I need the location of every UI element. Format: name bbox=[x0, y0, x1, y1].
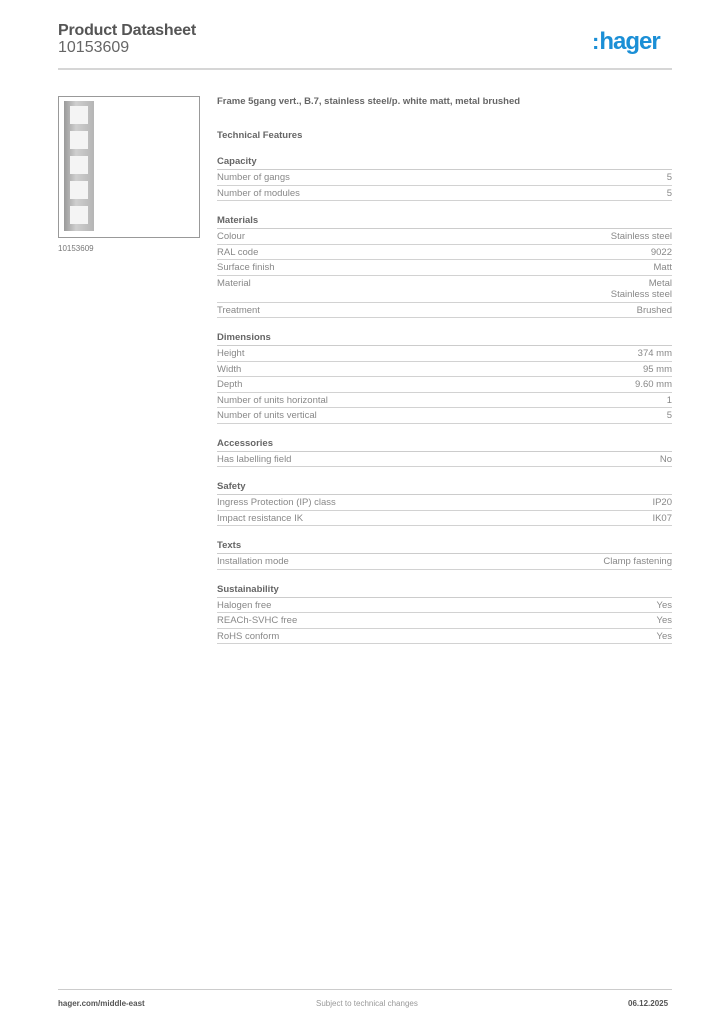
spec-label: Number of modules bbox=[217, 187, 300, 199]
spec-row bbox=[217, 377, 672, 393]
spec-row bbox=[217, 346, 672, 362]
spec-label: Height bbox=[217, 348, 245, 359]
spec-value bbox=[657, 615, 673, 627]
spec-row bbox=[217, 511, 672, 527]
spec-value bbox=[660, 454, 672, 466]
spec-value-line: Stainless steel bbox=[610, 231, 672, 242]
footer-divider bbox=[58, 989, 672, 990]
spec-value-line: Matt bbox=[653, 262, 672, 273]
spec-label: Material bbox=[217, 277, 251, 289]
spec-row bbox=[217, 229, 672, 245]
spec-value-line: Clamp fastening bbox=[603, 556, 672, 567]
spec-label: Installation mode bbox=[217, 556, 289, 567]
footer-website[interactable]: hager.com/middle-east bbox=[58, 999, 145, 1008]
spec-label: Number of units vertical bbox=[217, 410, 317, 421]
spec-value-line: 9.60 mm bbox=[635, 379, 672, 390]
product-number: 10153609 bbox=[58, 39, 130, 56]
section-capacity bbox=[217, 156, 672, 201]
spec-label: Surface finish bbox=[217, 262, 275, 273]
spec-label: Colour bbox=[217, 231, 245, 242]
logo-text: hager bbox=[599, 28, 660, 55]
spec-value bbox=[603, 556, 672, 568]
header-divider bbox=[58, 68, 672, 70]
section-dimensions bbox=[217, 332, 672, 424]
spec-row bbox=[217, 452, 672, 468]
spec-value-line: 374 mm bbox=[637, 348, 672, 359]
spec-label: Treatment bbox=[217, 304, 260, 316]
footer-notice: Subject to technical changes bbox=[316, 999, 418, 1008]
spec-row bbox=[217, 260, 672, 276]
spec-label: Width bbox=[217, 363, 242, 375]
spec-value bbox=[657, 600, 673, 612]
section-safety bbox=[217, 481, 672, 526]
spec-sections bbox=[217, 156, 672, 644]
spec-row bbox=[217, 276, 672, 303]
image-caption: 10153609 bbox=[58, 244, 94, 253]
spec-value bbox=[635, 379, 672, 391]
spec-value-line: Yes bbox=[656, 615, 672, 626]
section-texts bbox=[217, 540, 672, 570]
section-materials bbox=[217, 215, 672, 318]
spec-row bbox=[217, 170, 672, 186]
spec-label: Ingress Protection (IP) class bbox=[217, 497, 336, 508]
spec-label: Halogen free bbox=[217, 599, 272, 611]
section-heading: Materials bbox=[217, 215, 672, 229]
spec-value bbox=[652, 513, 672, 525]
section-heading: Sustainability bbox=[217, 584, 672, 598]
spec-value bbox=[667, 172, 672, 184]
spec-row bbox=[217, 629, 672, 645]
spec-value-line: IP20 bbox=[652, 497, 672, 508]
spec-value bbox=[667, 188, 672, 200]
spec-value-line: 9022 bbox=[650, 246, 672, 258]
spec-value-line: IK07 bbox=[652, 512, 672, 524]
spec-value bbox=[611, 231, 672, 243]
footer-date: 06.12.2025 bbox=[628, 999, 669, 1008]
spec-label: Impact resistance IK bbox=[217, 512, 304, 524]
spec-row bbox=[217, 598, 672, 614]
page-title: Product Datasheet bbox=[58, 22, 196, 39]
product-title: Frame 5gang vert., B.7, stainless steel/p. white matt, metal brushed bbox=[217, 96, 521, 107]
frame-illustration bbox=[64, 101, 94, 231]
spec-row bbox=[217, 186, 672, 202]
spec-value-line: Stainless steel bbox=[610, 289, 672, 300]
logo-colon: : bbox=[592, 29, 599, 54]
spec-value-line: 5 bbox=[666, 187, 672, 199]
spec-value-line: 5 bbox=[666, 410, 672, 421]
section-accessories bbox=[217, 438, 672, 468]
spec-value bbox=[651, 247, 672, 259]
spec-row bbox=[217, 303, 672, 319]
product-image bbox=[58, 96, 200, 238]
spec-value bbox=[643, 364, 672, 376]
section-heading: Capacity bbox=[217, 156, 672, 170]
technical-features-heading: Technical Features bbox=[217, 130, 303, 141]
spec-label: RAL code bbox=[217, 246, 259, 258]
spec-value-line: 1 bbox=[666, 394, 672, 406]
spec-row bbox=[217, 495, 672, 511]
spec-value bbox=[667, 395, 672, 407]
spec-value-line: 95 mm bbox=[642, 363, 672, 375]
spec-label: RoHS conform bbox=[217, 630, 280, 642]
spec-label: Number of units horizontal bbox=[217, 394, 328, 406]
section-sustainability bbox=[217, 584, 672, 645]
spec-value bbox=[652, 497, 672, 509]
section-heading: Dimensions bbox=[217, 332, 672, 346]
section-heading: Texts bbox=[217, 540, 672, 554]
spec-value bbox=[637, 305, 672, 317]
spec-value bbox=[654, 262, 672, 274]
spec-value-line: Yes bbox=[656, 630, 672, 642]
spec-content bbox=[217, 96, 672, 644]
spec-row bbox=[217, 245, 672, 261]
spec-value-line: 5 bbox=[666, 172, 672, 183]
spec-value bbox=[657, 631, 673, 643]
spec-value-line: Yes bbox=[656, 599, 672, 611]
spec-row bbox=[217, 613, 672, 629]
spec-label: Depth bbox=[217, 379, 243, 390]
spec-value-line: Brushed bbox=[636, 304, 672, 316]
spec-value bbox=[611, 278, 672, 301]
hager-logo bbox=[592, 28, 660, 56]
section-heading: Safety bbox=[217, 481, 672, 495]
spec-label: Number of gangs bbox=[217, 172, 290, 183]
spec-value bbox=[638, 348, 672, 360]
spec-row bbox=[217, 554, 672, 570]
spec-label: REACh-SVHC free bbox=[217, 615, 298, 626]
spec-row bbox=[217, 393, 672, 409]
section-heading: Accessories bbox=[217, 438, 672, 452]
spec-row bbox=[217, 408, 672, 424]
spec-value-line: Metal bbox=[648, 277, 672, 289]
spec-label: Has labelling field bbox=[217, 453, 292, 465]
spec-row bbox=[217, 362, 672, 378]
spec-value bbox=[667, 410, 672, 422]
spec-value-line: No bbox=[659, 453, 672, 465]
